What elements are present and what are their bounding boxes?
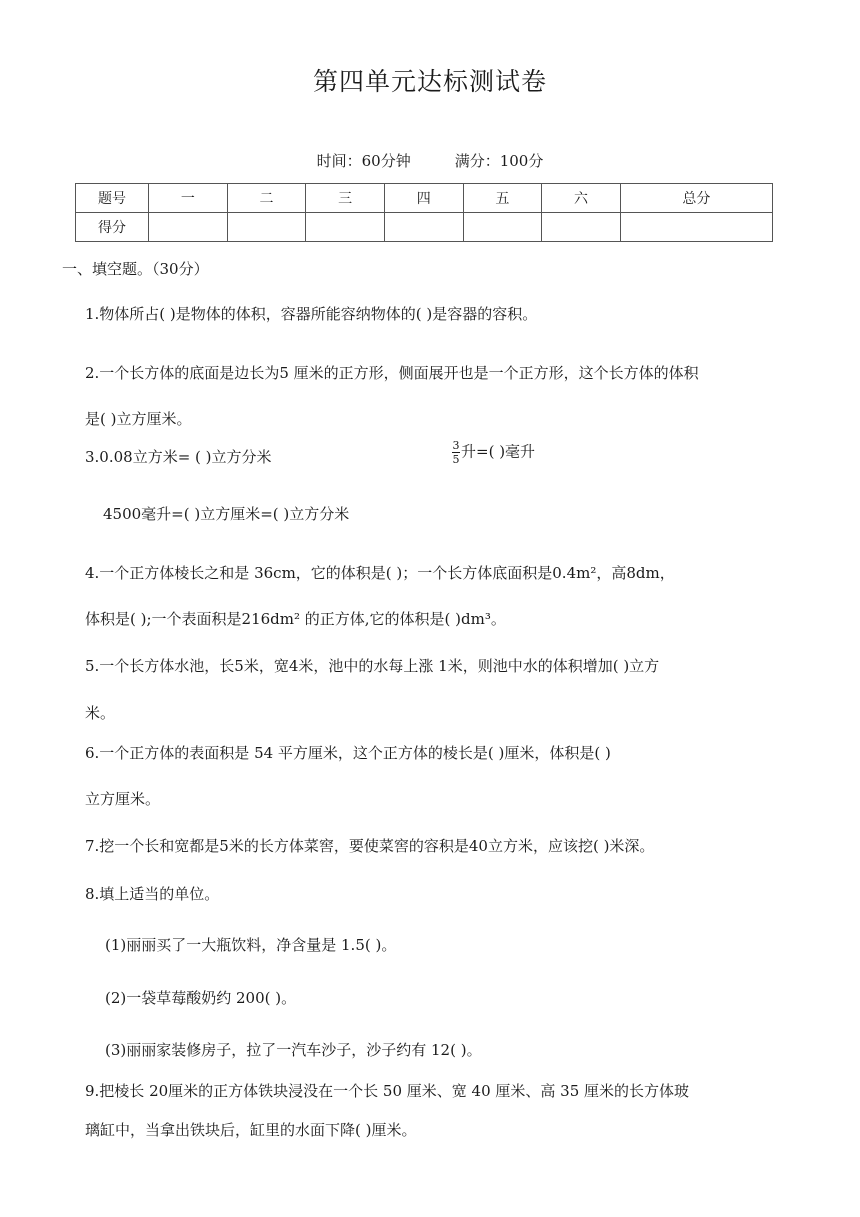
page-title: 第四单元达标测试卷 (312, 67, 547, 96)
score-cell-2[interactable] (227, 213, 306, 242)
time-limit: 时间：60分钟 (316, 152, 411, 170)
score-table-score-row (76, 213, 773, 242)
score-cell-5[interactable] (463, 213, 542, 242)
question-9-line-1: 9.把棱长 20厘米的正方体铁块浸没在一个长 50 厘米、宽 40 厘米、高 35 厘米的长方体玻 (85, 1082, 690, 1100)
score-cell-3[interactable] (306, 213, 385, 242)
question-2-line-1: 2.一个长方体的底面是边长为5 厘米的正方形，侧面展开也是一个正方形，这个长方体的体积 (85, 364, 699, 382)
header-cell-label: 题号 (76, 184, 149, 213)
header-cell-1: 一 (149, 184, 228, 213)
score-cell-6[interactable] (542, 213, 621, 242)
score-table (75, 183, 773, 242)
question-5-line-1: 5.一个长方体水池，长5米，宽4米，池中的水每上涨 1米，则池中水的体积增加( )立方 (85, 657, 660, 675)
score-row-label: 得分 (76, 213, 149, 242)
header-cell-4: 四 (384, 184, 463, 213)
score-cell-1[interactable] (149, 213, 228, 242)
fraction-three-fifths (452, 440, 460, 465)
header-cell-3: 三 (306, 184, 385, 213)
question-7: 7.挖一个长和宽都是5米的长方体菜窖，要使菜窖的容积是40立方米，应该挖( )米深。 (85, 837, 655, 855)
header-cell-5: 五 (463, 184, 542, 213)
header-cell-total: 总分 (620, 184, 772, 213)
question-6-line-1: 6.一个正方体的表面积是 54 平方厘米，这个正方体的棱长是( )厘米，体积是( ) (85, 744, 611, 762)
question-9-line-2: 璃缸中，当拿出铁块后，缸里的水面下降( )厘米。 (85, 1121, 417, 1139)
header-cell-2: 二 (227, 184, 306, 213)
exam-info (0, 150, 860, 171)
question-3-part-b-text: 升=( )毫升 (461, 442, 536, 461)
question-8-item-3: (3)丽丽家装修房子，拉了一汽车沙子，沙子约有 12( )。 (105, 1041, 482, 1059)
question-4-line-1: 4.一个正方体棱长之和是 36cm，它的体积是( )；一个长方体底面积是0.4m²，高8dm， (85, 564, 675, 582)
question-8-item-2: (2)一袋草莓酸奶约 200( )。 (105, 989, 297, 1007)
question-5-line-2: 米。 (85, 704, 116, 722)
question-2-line-2: 是( )立方厘米。 (85, 410, 192, 428)
score-table-header-row (76, 184, 773, 213)
fraction-numerator: 3 (452, 439, 460, 452)
question-1: 1.物体所占( )是物体的体积，容器所能容纳物体的( )是容器的容积。 (85, 305, 538, 323)
header-cell-6: 六 (542, 184, 621, 213)
question-6-line-2: 立方厘米。 (85, 790, 161, 808)
question-8: 8.填上适当的单位。 (85, 885, 220, 903)
question-3-part-a: 3.0.08立方米= ( )立方分米 (85, 448, 272, 466)
question-8-item-1: (1)丽丽买了一大瓶饮料，净含量是 1.5( )。 (105, 936, 397, 954)
question-3-part-b (452, 440, 535, 465)
section-heading: 一、填空题。（30分） (62, 260, 209, 278)
full-score: 满分：100分 (454, 152, 544, 170)
fraction-denominator: 5 (452, 453, 460, 466)
score-cell-4[interactable] (384, 213, 463, 242)
question-4-line-2: 体积是( );一个表面积是216dm² 的正方体,它的体积是( )dm³。 (85, 610, 506, 628)
score-cell-total[interactable] (620, 213, 772, 242)
question-3-part-c: 4500毫升=( )立方厘米=( )立方分米 (103, 505, 350, 523)
